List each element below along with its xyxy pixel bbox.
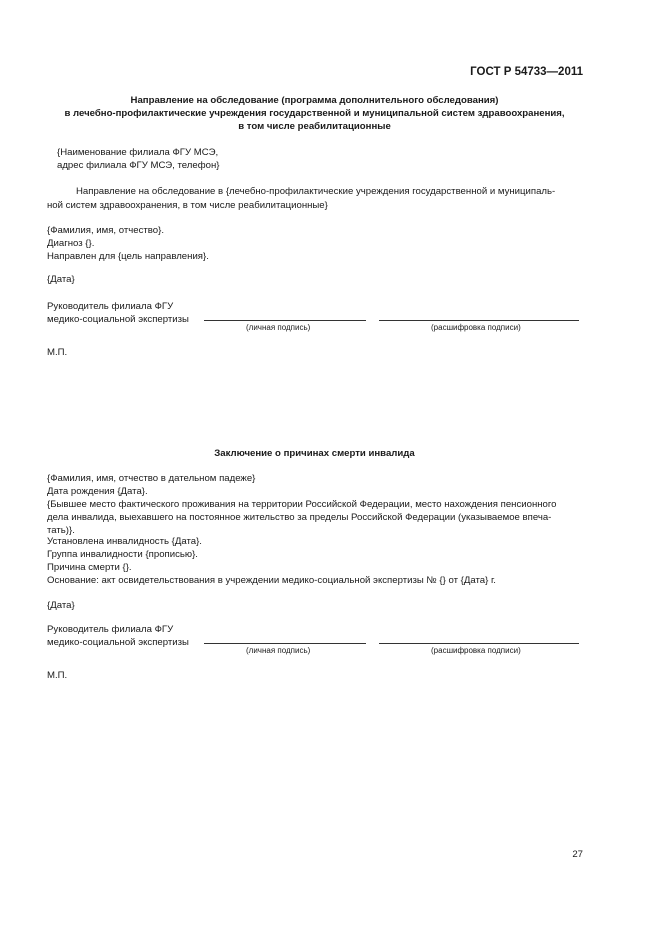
diagnosis-line: Диагноз {}. bbox=[47, 238, 95, 249]
page-number: 27 bbox=[572, 849, 583, 860]
decode-signature-caption-2: (расшифровка подписи) bbox=[431, 646, 521, 655]
head-title-line2: медико-социальной экспертизы bbox=[47, 314, 189, 325]
death-cause-line: Причина смерти {}. bbox=[47, 562, 132, 573]
date-placeholder-2: {Дата} bbox=[47, 600, 75, 611]
seal-placeholder-2: М.П. bbox=[47, 670, 68, 681]
branch-address-placeholder: адрес филиала ФГУ МСЭ, телефон} bbox=[57, 160, 220, 171]
decode-signature-caption: (расшифровка подписи) bbox=[431, 323, 521, 332]
section1-title-line1: Направление на обследование (программа дополнительного обследования) bbox=[130, 95, 499, 106]
section2-title: Заключение о причинах смерти инвалида bbox=[214, 448, 415, 459]
residence-line3: тать)}. bbox=[47, 525, 75, 536]
disability-line: Установлена инвалидность {Дата}. bbox=[47, 536, 202, 547]
head-title-line1-2: Руководитель филиала ФГУ bbox=[47, 624, 174, 635]
seal-placeholder: М.П. bbox=[47, 347, 68, 358]
signature-caption-2: (личная подпись) bbox=[246, 646, 311, 655]
disability-group-line: Группа инвалидности {прописью}. bbox=[47, 549, 198, 560]
section1-title-line2: в лечебно-профилактические учреждения государственной и муниципальной систем здравоохранения, bbox=[64, 108, 565, 119]
date-placeholder: {Дата} bbox=[47, 274, 75, 285]
referral-paragraph-line1: Направление на обследование в {лечебно-профилактические учреждения государственной и муниципаль- bbox=[76, 186, 556, 197]
branch-name-placeholder: {Наименование филиала ФГУ МСЭ, bbox=[57, 147, 219, 158]
birth-date-line: Дата рождения {Дата}. bbox=[47, 486, 148, 497]
head-title-line1: Руководитель филиала ФГУ bbox=[47, 301, 174, 312]
residence-line1: {Бывшее место фактического проживания на территории Российской Федерации, место нахождения пенсионного bbox=[47, 499, 557, 510]
purpose-line: Направлен для {цель направления}. bbox=[47, 251, 209, 262]
referral-paragraph-line2: ной систем здравоохранения, в том числе реабилитационные} bbox=[47, 200, 328, 211]
fio-placeholder: {Фамилия, имя, отчество}. bbox=[47, 225, 164, 236]
section1-title-line3: в том числе реабилитационные bbox=[238, 121, 391, 132]
signature-caption: (личная подпись) bbox=[246, 323, 311, 332]
basis-line: Основание: акт освидетельствования в учреждении медико-социальной экспертизы № {} от {Дата} г. bbox=[47, 575, 496, 586]
document-code: ГОСТ Р 54733—2011 bbox=[470, 66, 583, 78]
residence-line2: дела инвалида, выехавшего на постоянное жительство за пределы Российской Федерации (указываемое впеча- bbox=[47, 512, 552, 523]
fio-dative-placeholder: {Фамилия, имя, отчество в дательном падеже} bbox=[47, 473, 256, 484]
head-title-line2-2: медико-социальной экспертизы bbox=[47, 637, 189, 648]
